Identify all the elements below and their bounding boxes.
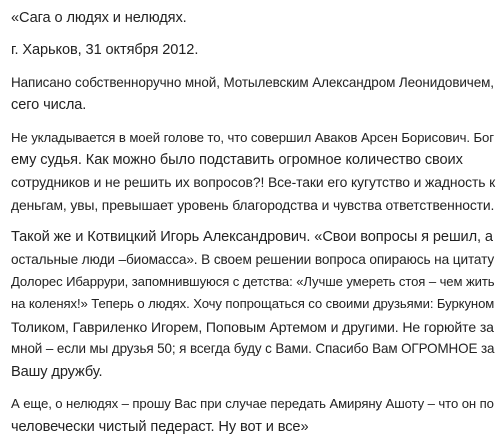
paragraph-line: ему судья. Как можно было подставить огромное количество своих [11,152,463,169]
paragraph-avakov [11,127,495,217]
paragraph-line: Такой же и Котвицкий Игорь Александрович. «Свои вопросы я решил, а [11,229,493,246]
letter-date [11,39,495,61]
paragraph-line: сотрудников и не решить их вопросов?! Все-таки его кугутство и жадность к [11,174,496,191]
paragraph-line: А еще, о нелюдях – прошу Вас при случае передать Амиряну Ашоту – что он по [11,396,494,412]
paragraph-kotvitsky [11,226,495,383]
paragraph-line: мной – если мы друзья 50; я всегда буду с Вами. Спасибо Вам ОГРОМНОЕ за [11,341,495,357]
date-line: г. Харьков, 31 октября 2012. [11,42,199,59]
paragraph-line: остальные люди –биомасса». В своем решении вопроса опираюсь на цитату [11,251,495,267]
paragraph-closing [11,393,495,438]
paragraph-authorship [11,72,495,117]
paragraph-line: Не укладывается в моей голове то, что совершил Аваков Арсен Борисович. Бог [11,129,494,145]
paragraph-line: деньгам, увы, превышает уровень благородства и чувства ответственности. [11,196,495,213]
paragraph-line: Написано собственноручно мной, Мотылевским Александром Леонидовичем, [11,74,494,90]
paragraph-line: на коленях!» Теперь о людях. Хочу попрощаться со своими друзьями: Буркуном [11,296,495,312]
paragraph-line: Толиком, Гавриленко Игорем, Поповым Артемом и другими. Не горюйте за [11,318,494,335]
letter-title [11,7,495,29]
title-line: «Сага о людях и нелюдях. [11,10,187,26]
paragraph-line: человечески чистый педераст. Ну вот и все» [11,418,309,435]
paragraph-line: Вашу дружбу. [11,363,103,380]
paragraph-line: Долорес Ибаррури, запомнившуюся с детства: «Лучше умереть стоя – чем жить [11,274,495,290]
paragraph-line: сего числа. [11,97,87,114]
letter-document [11,7,495,448]
